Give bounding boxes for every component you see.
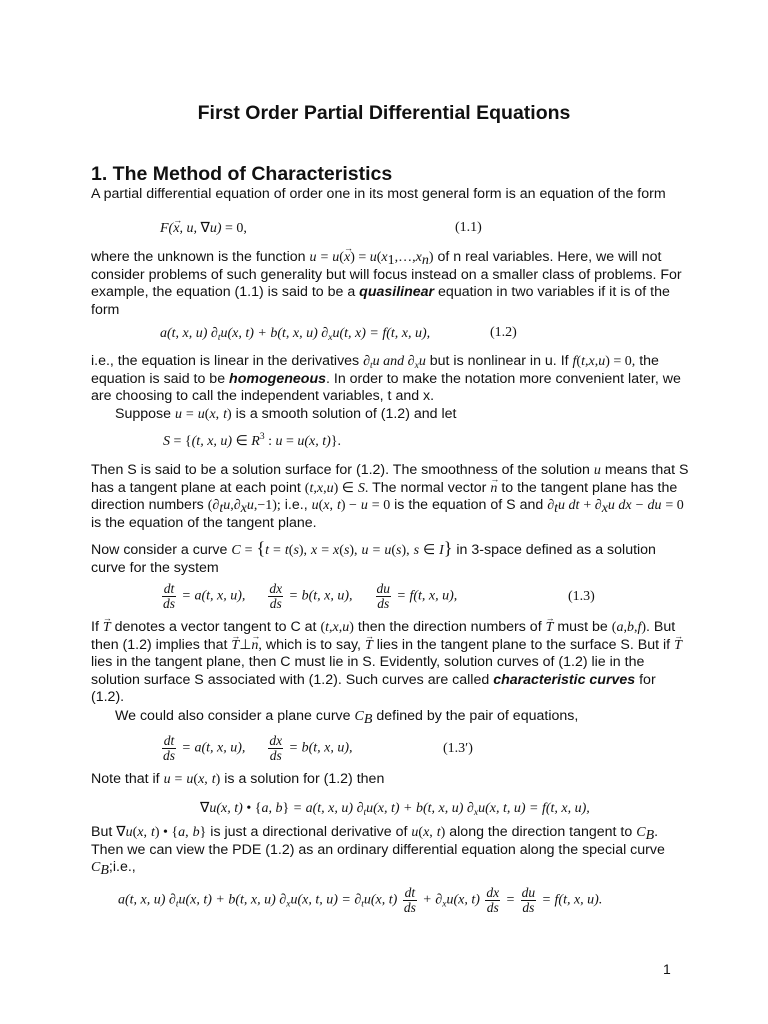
paragraph-text: the equation is said to be [91,353,659,387]
term-characteristic-curves: characteristic curves [493,671,636,688]
paragraph-text: then the direction numbers of [357,619,542,635]
paragraph-text: Then S is said to be a solution surface for (1.2). The smoothness of the solution [91,462,590,478]
equation-1-3-prime: $\frac{dt}{ds}$ = a(t, x, u), $\frac{dx}{ds}$ = b(t, x, u), [163,733,353,763]
paragraph-text: is a solution for (1.2) then [224,771,385,787]
paragraph-quasilinear: where the unknown is the function $u = u(\to x) = u(x_1,\dots,x_n)$ of n real variables. Here, we will not consider problems of such generality but will focus instead on a smaller class of problems. For example, the equation (1.1) is said to be a quasilinear equation in two variables if it is of the form [91,249,691,319]
paragraph-text: to the tangent plane has the direction numbers [91,479,678,514]
paragraph-text: but is nonlinear in u. If [429,353,569,369]
equation-ode-along-curve: a(t, x, u) $\partial_tu(x$, t) + b(t, x, u) $\partial_xu(x$, t, $u) = \partial_tu(x$, t) $\frac{dt}{ds}$ + $\partial_xu(x$, t) $\frac{dx}{ds}$ = $\frac{du}{ds}$ = f(t, x, u). [118,885,603,915]
paragraph-text: is just a directional derivative of [210,824,408,840]
term-quasilinear: quasilinear [359,284,435,301]
paragraph-suppose: Suppose u = u(x, t) is a smooth solution of (1.2) and let [115,406,457,422]
paragraph-text: defined by the pair of equations, [376,708,579,724]
paragraph-intro [91,186,691,204]
paragraph-tangent-vector: If → T denotes a vector tangent to C at (t,x,u) then the direction numbers of → T must be (a,b,f). But then (1.2) implies that → T⊥→ n, which is to say, → T lies in the tangent plane to the surface S. But if → T lies in the tangent plane, then C must lie in S. Evidently, solution curves of (1.2) lie in the solution surface S associated with (1.2). Such curves are called characteristic curves for (1.2). [91,619,691,707]
paragraph-text: denotes a vector tangent to C at [114,619,317,635]
page-title: First Order Partial Differential Equations [197,102,571,124]
paragraph-text: lies in the tangent plane, then C must lie in S. Evidently, solution curves of (1.2) lie in the solution surface S associated with (1.2). Such curves are called [91,654,645,688]
paragraph-text: for (1.2). [91,671,656,706]
paragraph-text: is the equation of the tangent plane. [91,514,317,531]
equation-label: (1.2) [490,325,517,340]
equation-1-2: a(t, x, u) $\partial_tu(x$, t) + b(t, x, u) $\partial_xu(t$, x) = f(t, x, u), [160,326,431,343]
paragraph-text: But [91,824,113,840]
paragraph-homogeneous: i.e., the equation is linear in the derivatives $\partial_tu$ and $\partial_xu$ but is nonlinear in u. If f(t,x,u) = 0, the equation is said to be homogeneous. In order to make the notation more convenient later, we are choosing to call the independent variables, t and x. [91,353,681,405]
paragraph-text: . But then (1.2) implies that [91,619,676,653]
paragraph-plane-curve: We could also consider a plane curve $C_B$ defined by the pair of equations, [115,708,579,727]
equation-label: (1.1) [455,220,482,235]
paragraph-text: is a smooth solution of (1.2) and let [235,406,457,422]
equation-surface-s: S = {(t, x, u) ∈ $R^3$ : u = u(x, t)}. [163,432,342,449]
equation-label: (1.3) [568,589,595,604]
paragraph-text: . Then we can view the PDE (1.2) as an ordinary differential equation along the special curve [91,824,665,858]
paragraph-text: must be [557,619,608,635]
paragraph-text: which is to say, [265,636,361,653]
paragraph-text: The normal vector [372,479,487,496]
paragraph-curve: Now consider a curve C = {t = t(s), x = x(s), u = u(s), s ∈ I} in 3-space defined as a solution curve for the system [91,538,656,576]
paragraph-text: in 3-space defined as a solution curve for the system [91,542,656,576]
paragraph-text: Suppose [115,406,172,422]
paragraph-text: i.e., [284,497,308,514]
paragraph-text: equation in two variables if it is of the form [91,284,670,318]
paragraph-solution-surface: Then S is said to be a solution surface for (1.2). The smoothness of the solution u means that S has a tangent plane at each point (t,x,u) ∈ S. The normal vector → n to the tangent plane has the direction numbers $(\partial_tu,\partial_xu,-1)$; i.e., u(x, t) − u = 0 is the equation of S and $\partial_tu$ dt + $\partial_xu$ dx − du = 0 is the equation of the tangent plane. [91,462,691,532]
paragraph-text: Now consider a curve [91,542,228,558]
paragraph-text: ;i.e., [108,859,136,876]
equation-1-3: $\frac{dt}{ds}$ = a(t, x, u), $\frac{dx}{ds}$ = b(t, x, u), $\frac{du}{ds}$ = f(t, x, u), [163,581,458,611]
paragraph-text: along the direction tangent to [449,824,633,840]
paragraph-text: means that S has a tangent plane at each point [91,462,689,496]
section-heading: 1. The Method of Characteristics [91,163,393,185]
paragraph-directional-derivative: But ∇u(x, t) • {a, b} is just a directional derivative of u(x, t) along the direction tangent to $C_B$. Then we can view the PDE (1.2) as an ordinary differential equation along the special curve $C_B;i.e$., [91,824,665,879]
paragraph-text: is the equation of S and [394,497,544,514]
equation-gradient-dot: ∇u(x, t) • {a, b} = a(t, x, u) $\partial_tu(x$, t) + b(t, x, u) $\partial_xu(x$, t, u) = f(t, x, u), [200,801,590,818]
equation-label: (1.3′) [443,741,473,756]
paragraph-text: If [91,619,99,635]
paragraph-text: A partial differential equation of order one in its most general form is an equation of the form [91,186,666,202]
paragraph-text: i.e., the equation is linear in the derivatives [91,353,360,369]
term-homogeneous: homogeneous [229,370,326,387]
paragraph-text: of n real variables. Here, we will not consider problems of such generality but will focus instead on a smaller class of problems. For example, the equation (1.1) is said to be a [91,249,682,301]
paragraph-text: where the unknown is the function [91,249,306,265]
paragraph-text: lies in the tangent plane to the surface S. But if [376,636,671,653]
equation-1-1: F(→ x, u, ∇u) = 0, [160,220,247,238]
paragraph-text: Note that if [91,771,160,787]
paragraph-note: Note that if u = u(x, t) is a solution for (1.2) then [91,771,385,787]
paragraph-text: We could also consider a plane curve [115,708,351,724]
page-number: 1 [663,961,671,977]
paragraph-text: . In order to make the notation more convenient later, we are choosing to call the independent variables, t and x. [91,370,681,405]
